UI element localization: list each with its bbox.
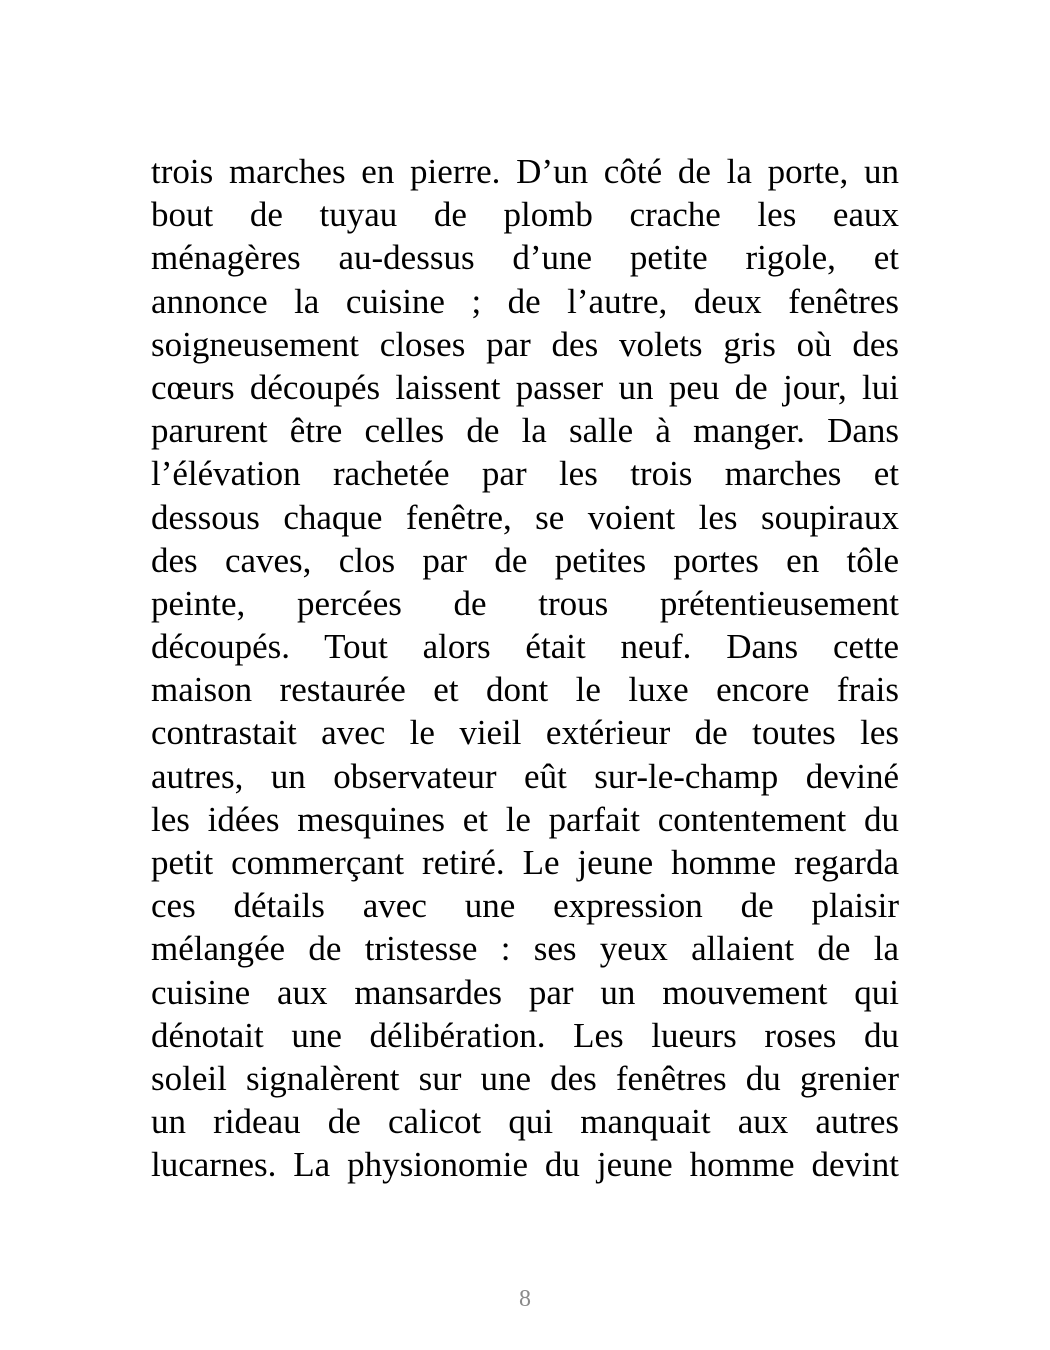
text-line: un rideau de calicot qui manquait aux autres <box>151 1102 899 1142</box>
text-line: dénotait une délibération. Les lueurs roses du <box>151 1015 899 1055</box>
text-line: des caves, clos par de petites portes en tôle <box>151 540 899 580</box>
text-line: ces détails avec une expression de plaisir <box>151 886 899 926</box>
text-line: soigneusement closes par des volets gris où des <box>151 324 899 364</box>
text-line: lucarnes. La physionomie du jeune homme devint <box>151 1145 899 1185</box>
text-line: bout de tuyau de plomb crache les eaux <box>151 195 899 235</box>
text-line: peinte, percées de trous prétentieusement <box>151 583 899 623</box>
text-line: l’élévation rachetée par les trois marches et <box>151 454 899 494</box>
text-line: contrastait avec le vieil extérieur de toutes les <box>151 713 899 753</box>
text-line: parurent être celles de la salle à manger. Dans <box>151 411 899 451</box>
text-line: mélangée de tristesse : ses yeux allaient de la <box>151 929 899 969</box>
text-line: autres, un observateur eût sur-le-champ deviné <box>151 756 899 796</box>
text-line: soleil signalèrent sur une des fenêtres du grenier <box>151 1058 899 1098</box>
text-line: cuisine aux mansardes par un mouvement qui <box>151 972 899 1012</box>
text-line: trois marches en pierre. D’un côté de la porte, un <box>151 152 899 191</box>
text-line: découpés. Tout alors était neuf. Dans cette <box>151 627 899 667</box>
text-line: les idées mesquines et le parfait contentement du <box>151 799 899 839</box>
text-line: annonce la cuisine ; de l’autre, deux fenêtres <box>151 281 899 321</box>
text-line: dessous chaque fenêtre, se voient les soupiraux <box>151 497 899 537</box>
text-line: petit commerçant retiré. Le jeune homme regarda <box>151 843 899 882</box>
text-line: maison restaurée et dont le luxe encore frais <box>151 670 899 710</box>
page-number: 8 <box>519 1286 531 1312</box>
text-line: cœurs découpés laissent passer un peu de jour, lui <box>151 367 899 407</box>
body-text <box>151 150 899 1187</box>
text-line: ménagères au-dessus d’une petite rigole, et <box>151 238 899 278</box>
